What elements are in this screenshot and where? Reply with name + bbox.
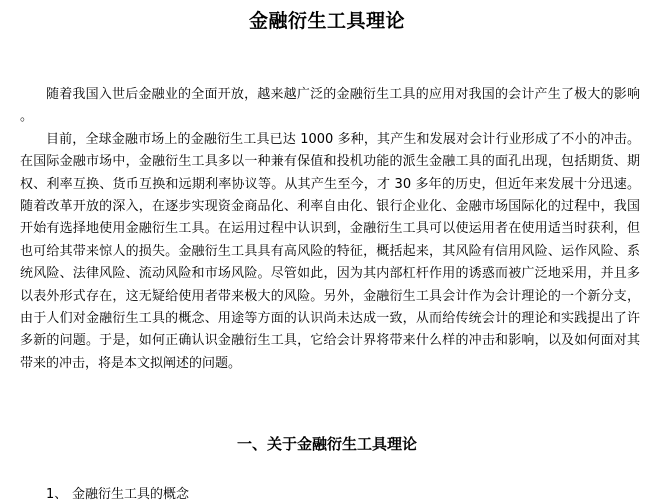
main-paragraph: 目前，全球金融市场上的金融衍生工具已达 1000 多种，其产生和发展对会计行业形成了不小的冲击。在国际金融市场中，金融衍生工具多以一种兼有保值和投机功能的派生金融工具的面孔出现，包括期货、期权、利率互换、货币互换和远期利率协议等。从其产生至今，才 30 多年的历史，但近年来发展十分迅速。随着改革开放的深入，在逐步实现资金商品化、利率自由化、银行企业化、金融市场国际化的过程中，我国开始有选择地使用金融衍生工具。在运用过程中认识到，金融衍生工具可以使运用者在使用适当时获利，但也可给其带来惊人的损失。金融衍生工具具有高风险的特征，概括起来，其风险有信用风险、运作风险、系统风险、法律风险、流动风险和市场风险。尽管如此，因为其内部杠杆作用的诱惑而被广泛地采用，并且多以表外形式存在，这无疑给使用者带来极大的风险。另外，金融衍生工具会计作为会计理论的一个新分支，由于人们对金融衍生工具的概念、用途等方面的认识尚未达成一致，从而给传统会计的理论和实践提出了许多新的问题。于是，如何正确认识金融衍生工具，它给会计界将带来什么样的冲击和影响，以及如何面对其带来的冲击，将是本文拟阐述的问题。 [20, 131, 640, 371]
section-heading: 一、关于金融衍生工具理论 [236, 435, 417, 453]
document-title: 金融衍生工具理论 [248, 10, 405, 32]
sub-heading-number: 1、 [46, 487, 68, 502]
sub-heading-text: 金融衍生工具的概念 [72, 487, 190, 502]
sub-heading [46, 486, 189, 504]
intro-paragraph: 随着我国入世后金融业的全面开放，越来越广泛的金融衍生工具的应用对我国的会计产生了极大的影响 。 [20, 87, 640, 125]
document-body [20, 84, 640, 375]
